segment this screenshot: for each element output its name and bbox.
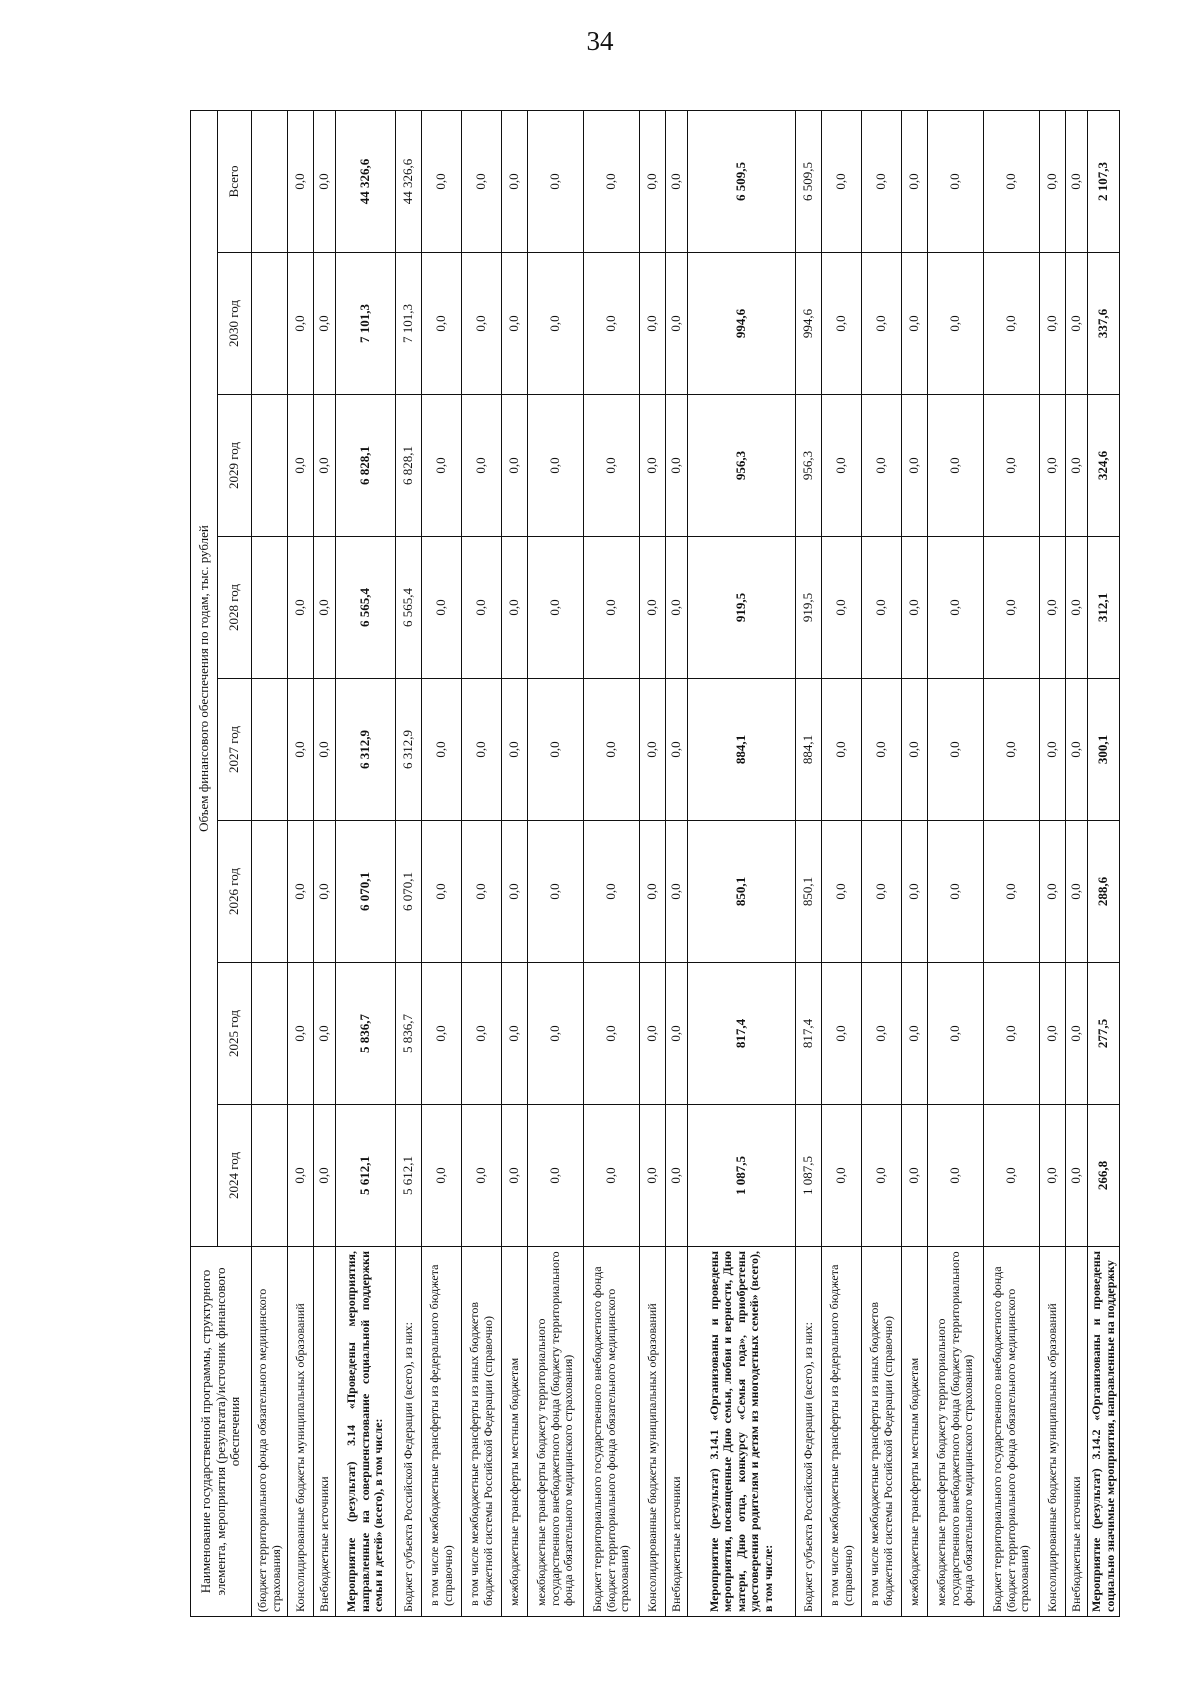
row-name-cell: в том числе межбюджетные трансферты из иных бюджетов бюджетной системы Российской Федерации (справочно) <box>862 1247 902 1617</box>
row-value-cell: 0,0 <box>984 679 1040 821</box>
rotated-table-container <box>190 111 1117 1617</box>
row-value-cell: 0,0 <box>928 679 984 821</box>
row-total-cell: 2 107,3 <box>1088 110 1120 252</box>
row-name-cell: в том числе межбюджетные трансферты из федерального бюджета (справочно) <box>822 1247 862 1617</box>
table-row <box>314 110 336 1616</box>
table-row <box>528 110 584 1616</box>
row-name-cell: межбюджетные трансферты местным бюджетам <box>502 1247 528 1617</box>
row-total-cell: 0,0 <box>666 110 688 252</box>
row-value-cell: 0,0 <box>528 253 584 395</box>
financing-table <box>190 110 1120 1617</box>
row-value-cell: 0,0 <box>1040 537 1066 679</box>
row-value-cell: 0,0 <box>314 963 336 1105</box>
row-value-cell: 0,0 <box>422 963 462 1105</box>
row-value-cell: 0,0 <box>1040 253 1066 395</box>
row-name-cell: Бюджет субъекта Российской Федерации (всего), из них: <box>796 1247 822 1617</box>
row-name-cell: в том числе межбюджетные трансферты из федерального бюджета (справочно) <box>422 1247 462 1617</box>
row-value-cell: 0,0 <box>422 1105 462 1247</box>
row-value-cell: 0,0 <box>902 1105 928 1247</box>
row-value-cell: 0,0 <box>822 253 862 395</box>
row-value-cell: 884,1 <box>796 679 822 821</box>
row-value-cell: 0,0 <box>1066 1105 1088 1247</box>
row-value-cell: 0,0 <box>422 395 462 537</box>
header-year: 2024 год <box>218 1105 252 1247</box>
row-value-cell: 324,6 <box>1088 395 1120 537</box>
row-total-cell: 0,0 <box>502 110 528 252</box>
row-value-cell <box>252 537 288 679</box>
table-row <box>462 110 502 1616</box>
table-row <box>688 110 796 1616</box>
row-value-cell: 0,0 <box>462 963 502 1105</box>
row-name-cell: межбюджетные трансферты бюджету территориального государственного внебюджетного фонда (бюджету территориального фонда обязательного медицинского страхования) <box>528 1247 584 1617</box>
row-value-cell <box>252 821 288 963</box>
row-value-cell: 0,0 <box>584 1105 640 1247</box>
row-value-cell: 0,0 <box>422 821 462 963</box>
row-value-cell: 0,0 <box>584 253 640 395</box>
row-value-cell: 0,0 <box>288 679 314 821</box>
row-value-cell: 0,0 <box>862 679 902 821</box>
row-value-cell: 0,0 <box>822 821 862 963</box>
row-value-cell: 0,0 <box>462 395 502 537</box>
row-value-cell: 0,0 <box>862 395 902 537</box>
row-value-cell: 0,0 <box>1040 1105 1066 1247</box>
row-value-cell: 0,0 <box>1066 963 1088 1105</box>
row-value-cell: 0,0 <box>1040 963 1066 1105</box>
row-value-cell: 0,0 <box>640 253 666 395</box>
row-value-cell: 0,0 <box>862 821 902 963</box>
row-value-cell: 6 070,1 <box>336 821 396 963</box>
row-total-cell: 0,0 <box>422 110 462 252</box>
row-value-cell: 0,0 <box>528 821 584 963</box>
row-name-cell: Мероприятие (результат) 3.14 «Проведены мероприятия, направленные на совершенствование социальной поддержки семьи и детей» (всего), в том числе: <box>336 1247 396 1617</box>
row-value-cell: 0,0 <box>822 395 862 537</box>
row-value-cell: 0,0 <box>462 821 502 963</box>
row-value-cell: 0,0 <box>584 963 640 1105</box>
row-value-cell: 0,0 <box>1066 821 1088 963</box>
row-value-cell: 956,3 <box>796 395 822 537</box>
row-value-cell: 850,1 <box>796 821 822 963</box>
row-value-cell: 0,0 <box>462 1105 502 1247</box>
row-value-cell: 0,0 <box>862 253 902 395</box>
row-value-cell: 0,0 <box>640 963 666 1105</box>
row-value-cell: 0,0 <box>288 537 314 679</box>
row-value-cell: 1 087,5 <box>796 1105 822 1247</box>
header-year: 2027 год <box>218 679 252 821</box>
row-value-cell: 0,0 <box>314 679 336 821</box>
row-total-cell: 0,0 <box>984 110 1040 252</box>
table-row <box>862 110 902 1616</box>
header-year: 2028 год <box>218 537 252 679</box>
row-value-cell: 0,0 <box>1040 821 1066 963</box>
row-value-cell: 0,0 <box>314 395 336 537</box>
row-value-cell: 1 087,5 <box>688 1105 796 1247</box>
row-value-cell: 0,0 <box>462 679 502 821</box>
row-total-cell: 0,0 <box>1040 110 1066 252</box>
row-value-cell: 0,0 <box>528 395 584 537</box>
row-value-cell: 5 612,1 <box>396 1105 422 1247</box>
row-value-cell <box>252 963 288 1105</box>
row-value-cell: 0,0 <box>1040 679 1066 821</box>
row-value-cell: 0,0 <box>822 963 862 1105</box>
row-value-cell: 0,0 <box>902 963 928 1105</box>
header-year: 2030 год <box>218 253 252 395</box>
row-value-cell: 0,0 <box>984 537 1040 679</box>
row-total-cell: 0,0 <box>584 110 640 252</box>
row-total-cell: 0,0 <box>314 110 336 252</box>
header-row-top <box>191 110 218 1616</box>
row-value-cell: 919,5 <box>688 537 796 679</box>
row-value-cell: 300,1 <box>1088 679 1120 821</box>
row-value-cell: 0,0 <box>584 679 640 821</box>
row-value-cell: 0,0 <box>528 679 584 821</box>
row-value-cell: 5 612,1 <box>336 1105 396 1247</box>
row-value-cell: 0,0 <box>928 395 984 537</box>
row-value-cell: 0,0 <box>422 253 462 395</box>
row-total-cell: 0,0 <box>640 110 666 252</box>
row-value-cell: 919,5 <box>796 537 822 679</box>
row-value-cell: 6 565,4 <box>396 537 422 679</box>
row-value-cell: 0,0 <box>822 537 862 679</box>
row-total-cell: 0,0 <box>462 110 502 252</box>
row-value-cell: 0,0 <box>528 537 584 679</box>
row-value-cell: 0,0 <box>928 1105 984 1247</box>
row-value-cell: 0,0 <box>928 821 984 963</box>
row-value-cell: 994,6 <box>688 253 796 395</box>
row-value-cell: 0,0 <box>422 537 462 679</box>
row-value-cell: 817,4 <box>688 963 796 1105</box>
row-value-cell: 0,0 <box>666 821 688 963</box>
row-total-cell: 0,0 <box>902 110 928 252</box>
row-value-cell: 312,1 <box>1088 537 1120 679</box>
row-value-cell <box>252 253 288 395</box>
row-value-cell: 0,0 <box>640 1105 666 1247</box>
row-value-cell: 0,0 <box>640 821 666 963</box>
row-value-cell: 0,0 <box>984 253 1040 395</box>
row-value-cell: 0,0 <box>528 1105 584 1247</box>
row-value-cell: 850,1 <box>688 821 796 963</box>
row-value-cell: 884,1 <box>688 679 796 821</box>
row-total-cell: 44 326,6 <box>396 110 422 252</box>
row-value-cell: 0,0 <box>666 679 688 821</box>
row-value-cell: 0,0 <box>314 1105 336 1247</box>
table-row <box>252 110 288 1616</box>
row-name-cell: Мероприятие (результат) 3.14.2 «Организованы и проведены социально значимые мероприятия, направленные на поддержку <box>1088 1247 1120 1617</box>
row-name-cell: Мероприятие (результат) 3.14.1 «Организованы и проведены мероприятия, посвященные Дню семьи, любви и верности, Дню матери, Дню отца, конкурсу «Семья года», приобретены удостоверения родителям и детям из многодетных семей» (всего), в том числе: <box>688 1247 796 1617</box>
row-value-cell: 0,0 <box>666 1105 688 1247</box>
row-value-cell: 7 101,3 <box>336 253 396 395</box>
table-body <box>252 110 1120 1616</box>
row-name-cell: Консолидированные бюджеты муниципальных образований <box>640 1247 666 1617</box>
row-value-cell: 0,0 <box>462 253 502 395</box>
table-row <box>796 110 822 1616</box>
row-value-cell: 0,0 <box>984 395 1040 537</box>
row-total-cell: 0,0 <box>288 110 314 252</box>
row-value-cell: 0,0 <box>822 679 862 821</box>
row-value-cell: 0,0 <box>502 253 528 395</box>
row-value-cell: 0,0 <box>502 679 528 821</box>
table-row <box>1088 110 1120 1616</box>
row-value-cell: 6 565,4 <box>336 537 396 679</box>
row-value-cell: 0,0 <box>902 253 928 395</box>
table-row <box>822 110 862 1616</box>
row-value-cell: 0,0 <box>902 537 928 679</box>
row-name-cell: Внебюджетные источники <box>314 1247 336 1617</box>
table-row <box>1040 110 1066 1616</box>
row-value-cell: 0,0 <box>288 1105 314 1247</box>
row-value-cell: 0,0 <box>462 537 502 679</box>
row-value-cell: 6 312,9 <box>396 679 422 821</box>
row-total-cell: 0,0 <box>862 110 902 252</box>
row-name-cell: Бюджет территориального государственного внебюджетного фонда (бюджет территориального фонда обязательного медицинского страхования) <box>984 1247 1040 1617</box>
row-value-cell: 0,0 <box>1040 395 1066 537</box>
table-row <box>396 110 422 1616</box>
table-row <box>928 110 984 1616</box>
row-name-cell: Бюджет субъекта Российской Федерации (всего), из них: <box>396 1247 422 1617</box>
row-value-cell: 0,0 <box>640 537 666 679</box>
row-name-cell: (бюджет территориального фонда обязательного медицинского страхования) <box>252 1247 288 1617</box>
row-value-cell: 6 070,1 <box>396 821 422 963</box>
header-name-column: Наименование государственной программы, структурного элемента, мероприятия (результата)/источник финансового обеспечения <box>191 1247 252 1617</box>
row-value-cell: 0,0 <box>288 253 314 395</box>
row-value-cell: 337,6 <box>1088 253 1120 395</box>
row-value-cell: 0,0 <box>984 1105 1040 1247</box>
row-name-cell: в том числе межбюджетные трансферты из иных бюджетов бюджетной системы Российской Федерации (справочно) <box>462 1247 502 1617</box>
table-row <box>666 110 688 1616</box>
row-value-cell: 0,0 <box>666 253 688 395</box>
row-value-cell <box>252 395 288 537</box>
row-value-cell: 0,0 <box>928 537 984 679</box>
row-value-cell: 0,0 <box>288 821 314 963</box>
row-value-cell: 0,0 <box>666 537 688 679</box>
row-value-cell: 7 101,3 <box>396 253 422 395</box>
row-value-cell: 0,0 <box>584 821 640 963</box>
table-row <box>288 110 314 1616</box>
row-value-cell: 0,0 <box>502 537 528 679</box>
row-value-cell: 0,0 <box>288 395 314 537</box>
row-value-cell: 0,0 <box>1066 537 1088 679</box>
row-value-cell: 994,6 <box>796 253 822 395</box>
row-value-cell <box>252 1105 288 1247</box>
row-value-cell: 0,0 <box>984 963 1040 1105</box>
row-value-cell: 0,0 <box>902 679 928 821</box>
header-total: Всего <box>218 110 252 252</box>
row-name-cell: Внебюджетные источники <box>666 1247 688 1617</box>
table-row <box>502 110 528 1616</box>
row-value-cell: 0,0 <box>1066 395 1088 537</box>
row-value-cell: 0,0 <box>422 679 462 821</box>
row-value-cell: 0,0 <box>502 1105 528 1247</box>
table-row <box>336 110 396 1616</box>
row-value-cell: 0,0 <box>666 395 688 537</box>
page-number: 34 <box>586 26 614 56</box>
row-value-cell: 0,0 <box>502 395 528 537</box>
header-year: 2025 год <box>218 963 252 1105</box>
row-value-cell: 288,6 <box>1088 821 1120 963</box>
row-total-cell: 6 509,5 <box>796 110 822 252</box>
row-value-cell: 0,0 <box>314 821 336 963</box>
row-name-cell: межбюджетные трансферты бюджету территориального государственного внебюджетного фонда (бюджету территориального фонда обязательного медицинского страхования) <box>928 1247 984 1617</box>
table-row <box>902 110 928 1616</box>
row-value-cell: 0,0 <box>862 1105 902 1247</box>
row-value-cell: 0,0 <box>862 963 902 1105</box>
row-name-cell: Консолидированные бюджеты муниципальных образований <box>1040 1247 1066 1617</box>
row-value-cell: 0,0 <box>502 963 528 1105</box>
table-row <box>584 110 640 1616</box>
row-value-cell: 6 828,1 <box>396 395 422 537</box>
row-name-cell: Бюджет территориального государственного внебюджетного фонда (бюджет территориального фонда обязательного медицинского страхования) <box>584 1247 640 1617</box>
row-total-cell: 0,0 <box>822 110 862 252</box>
row-value-cell: 956,3 <box>688 395 796 537</box>
row-name-cell: Внебюджетные источники <box>1066 1247 1088 1617</box>
row-value-cell: 0,0 <box>288 963 314 1105</box>
row-value-cell: 0,0 <box>314 537 336 679</box>
row-value-cell: 0,0 <box>584 395 640 537</box>
row-value-cell: 0,0 <box>640 395 666 537</box>
header-year: 2029 год <box>218 395 252 537</box>
row-value-cell: 6 828,1 <box>336 395 396 537</box>
header-year: 2026 год <box>218 821 252 963</box>
row-value-cell: 0,0 <box>528 963 584 1105</box>
row-value-cell: 0,0 <box>584 537 640 679</box>
row-value-cell: 0,0 <box>822 1105 862 1247</box>
row-total-cell: 0,0 <box>528 110 584 252</box>
row-value-cell: 0,0 <box>666 963 688 1105</box>
row-value-cell: 0,0 <box>640 679 666 821</box>
row-value-cell: 0,0 <box>928 963 984 1105</box>
row-value-cell: 0,0 <box>502 821 528 963</box>
row-value-cell: 0,0 <box>314 253 336 395</box>
row-value-cell: 0,0 <box>1066 253 1088 395</box>
row-value-cell: 6 312,9 <box>336 679 396 821</box>
row-total-cell: 44 326,6 <box>336 110 396 252</box>
header-volume-group: Объем финансового обеспечения по годам, тыс. рублей <box>191 110 218 1246</box>
row-value-cell: 0,0 <box>902 821 928 963</box>
row-total-cell: 0,0 <box>1066 110 1088 252</box>
row-value-cell: 5 836,7 <box>336 963 396 1105</box>
row-total-cell: 0,0 <box>928 110 984 252</box>
row-value-cell: 0,0 <box>984 821 1040 963</box>
row-name-cell: межбюджетные трансферты местным бюджетам <box>902 1247 928 1617</box>
row-value-cell: 0,0 <box>1066 679 1088 821</box>
row-value-cell: 277,5 <box>1088 963 1120 1105</box>
table-row <box>984 110 1040 1616</box>
table-row <box>1066 110 1088 1616</box>
row-value-cell <box>252 679 288 821</box>
table-row <box>422 110 462 1616</box>
row-value-cell: 0,0 <box>928 253 984 395</box>
row-total-cell: 6 509,5 <box>688 110 796 252</box>
row-value-cell: 817,4 <box>796 963 822 1105</box>
table-row <box>640 110 666 1616</box>
row-value-cell: 0,0 <box>862 537 902 679</box>
row-name-cell: Консолидированные бюджеты муниципальных образований <box>288 1247 314 1617</box>
row-total-cell <box>252 110 288 252</box>
row-value-cell: 266,8 <box>1088 1105 1120 1247</box>
row-value-cell: 5 836,7 <box>396 963 422 1105</box>
row-value-cell: 0,0 <box>902 395 928 537</box>
